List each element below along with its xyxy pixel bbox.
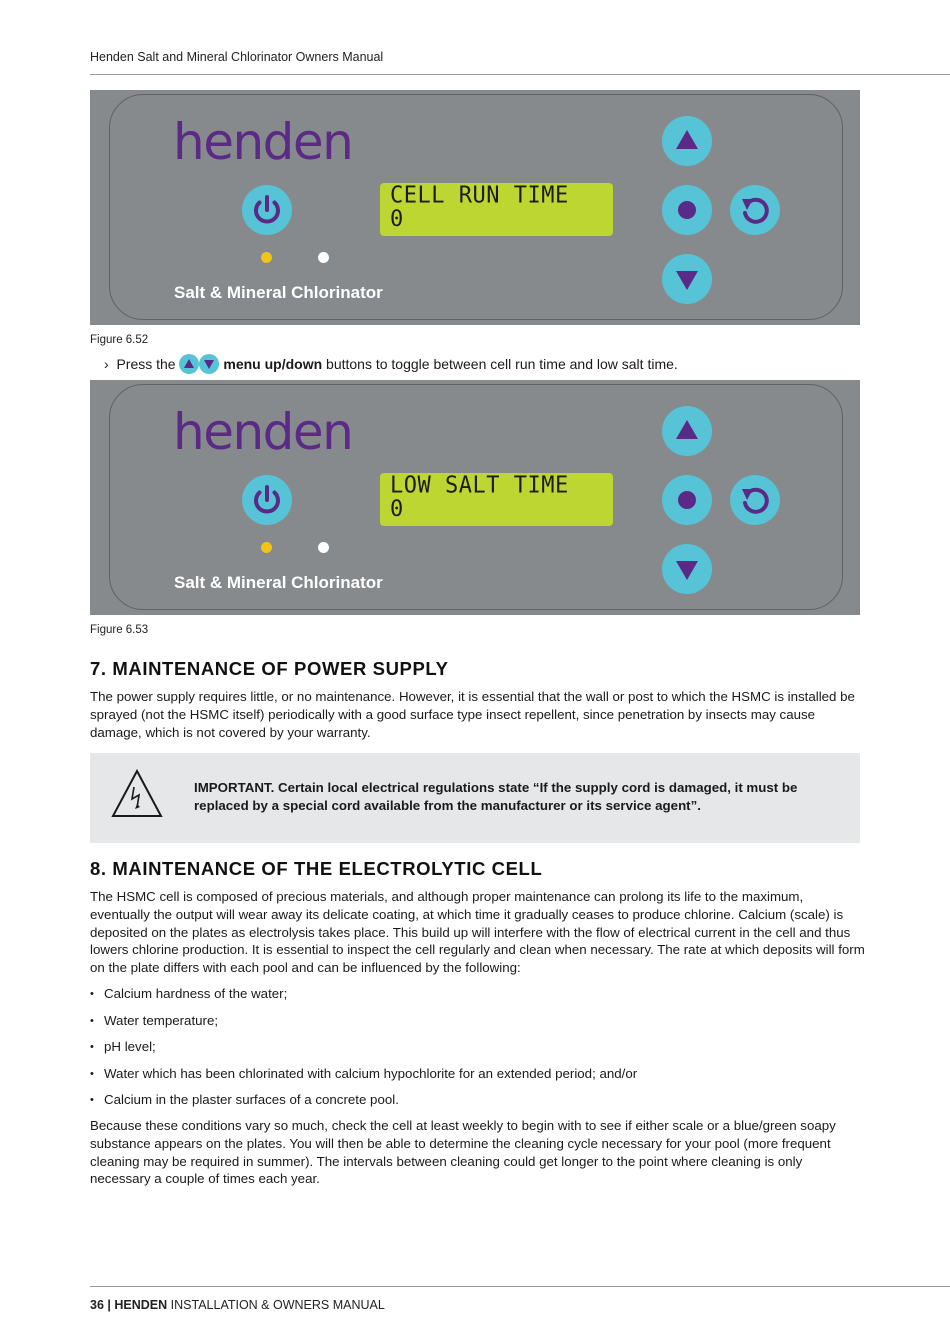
power-button[interactable] — [242, 185, 292, 235]
dot-icon — [662, 475, 712, 525]
triangle-up-icon — [662, 116, 712, 166]
status-led-white — [318, 542, 329, 553]
menu-up-button[interactable] — [662, 116, 712, 166]
instruction-bold: menu up/down — [223, 356, 323, 372]
figure-caption: Figure 6.53 — [90, 624, 149, 636]
instruction-prefix: Press the — [116, 356, 176, 372]
footer-title: INSTALLATION & OWNERS MANUAL — [170, 1298, 385, 1312]
warning-box — [90, 753, 860, 843]
section-8-intro: The HSMC cell is composed of precious materials, and although proper maintenance can prolong its life to the maximum, eventually the output will wear away its delicate coating, at which time it gradually ceases to produce chlorine. Calcium (scale) is deposited on the plates as electrolysis takes place. This build up will interfere with the flow of electrical current in the cell and thus lowers chlorine production. It is essential to inspect the cell regularly and clean when necessary. The rate at which deposits will form on the plate differs with each pool and can be influenced by the following: — [90, 889, 865, 976]
list-item: • Calcium hardness of the water; — [90, 985, 637, 1012]
list-item: • Water temperature; — [90, 1012, 637, 1039]
section-8-heading: 8. MAINTENANCE OF THE ELECTROLYTIC CELL — [90, 858, 543, 879]
page-number: 36 — [90, 1298, 104, 1312]
lcd-line-1: CELL RUN TIME — [390, 182, 569, 209]
menu-down-button[interactable] — [662, 254, 712, 304]
header-rule — [90, 74, 950, 75]
power-button[interactable] — [242, 475, 292, 525]
footer-rule — [90, 1286, 950, 1287]
triangle-down-icon — [662, 254, 712, 304]
back-button[interactable] — [730, 475, 780, 525]
mini-up-button-icon — [179, 354, 199, 374]
warning-text: IMPORTANT. Certain local electrical regulations state “If the supply cord is damaged, it must be replaced by a special cord available from the manufacturer or its service agent”. — [194, 780, 798, 813]
page-header: Henden Salt and Mineral Chlorinator Owners Manual — [90, 50, 384, 64]
electrical-hazard-icon — [110, 768, 164, 820]
control-panel-figure-1 — [90, 90, 860, 325]
lcd-display — [380, 183, 613, 236]
lcd-display — [380, 473, 613, 526]
page-footer — [90, 1298, 385, 1312]
triangle-down-icon — [662, 544, 712, 594]
back-button[interactable] — [730, 185, 780, 235]
footer-brand: HENDEN — [114, 1298, 168, 1312]
henden-logo: henden — [173, 113, 353, 171]
brandline: Salt & Mineral Chlorinator — [174, 573, 383, 592]
mini-down-button-icon — [199, 354, 219, 374]
control-panel-figure-2 — [90, 380, 860, 615]
factor-list — [90, 985, 637, 1118]
section-7-heading: 7. MAINTENANCE OF POWER SUPPLY — [90, 658, 449, 679]
chevron-right-icon: › — [104, 356, 109, 372]
list-item: • Water which has been chlorinated with calcium hypochlorite for an extended period; and/or — [90, 1065, 637, 1092]
menu-up-button[interactable] — [662, 406, 712, 456]
menu-down-button[interactable] — [662, 544, 712, 594]
select-button[interactable] — [662, 475, 712, 525]
lcd-line-2: 0 — [390, 207, 404, 232]
back-arrow-icon — [730, 185, 780, 235]
footer-separator: | — [107, 1298, 111, 1312]
status-led-white — [318, 252, 329, 263]
power-icon — [242, 475, 292, 525]
section-8-closing: Because these conditions vary so much, check the cell at least weekly to begin with to see if either scale or a blue/green soapy substance appears on the plates. You will then be able to determine the cleaning cycle necessary for your pool (more frequent cleaning may be required in summer). The intervals between cleaning could get longer to the point where cleaning is only necessary a couple of times each year. — [90, 1118, 836, 1187]
panel-bezel — [109, 94, 843, 320]
list-item: • Calcium in the plaster surfaces of a concrete pool. — [90, 1091, 637, 1118]
back-arrow-icon — [730, 475, 780, 525]
section-7-body: The power supply requires little, or no maintenance. However, it is essential that the wall or post to which the HSMC is installed be sprayed (not the HSMC itself) periodically with a good surface type insect repellent, since penetration by insects may cause damage, which is not covered by your warranty. — [90, 689, 855, 740]
lcd-line-2: 0 — [390, 497, 404, 522]
panel-bezel — [109, 384, 843, 610]
instruction-line — [104, 354, 678, 374]
henden-logo: henden — [173, 403, 353, 461]
select-button[interactable] — [662, 185, 712, 235]
status-led-yellow — [261, 542, 272, 553]
instruction-suffix: buttons to toggle between cell run time and low salt time. — [326, 356, 678, 372]
figure-caption: Figure 6.52 — [90, 334, 149, 346]
dot-icon — [662, 185, 712, 235]
triangle-up-icon — [662, 406, 712, 456]
status-led-yellow — [261, 252, 272, 263]
list-item: • pH level; — [90, 1038, 637, 1065]
power-icon — [242, 185, 292, 235]
lcd-line-1: LOW SALT TIME — [390, 472, 569, 499]
brandline: Salt & Mineral Chlorinator — [174, 283, 383, 302]
